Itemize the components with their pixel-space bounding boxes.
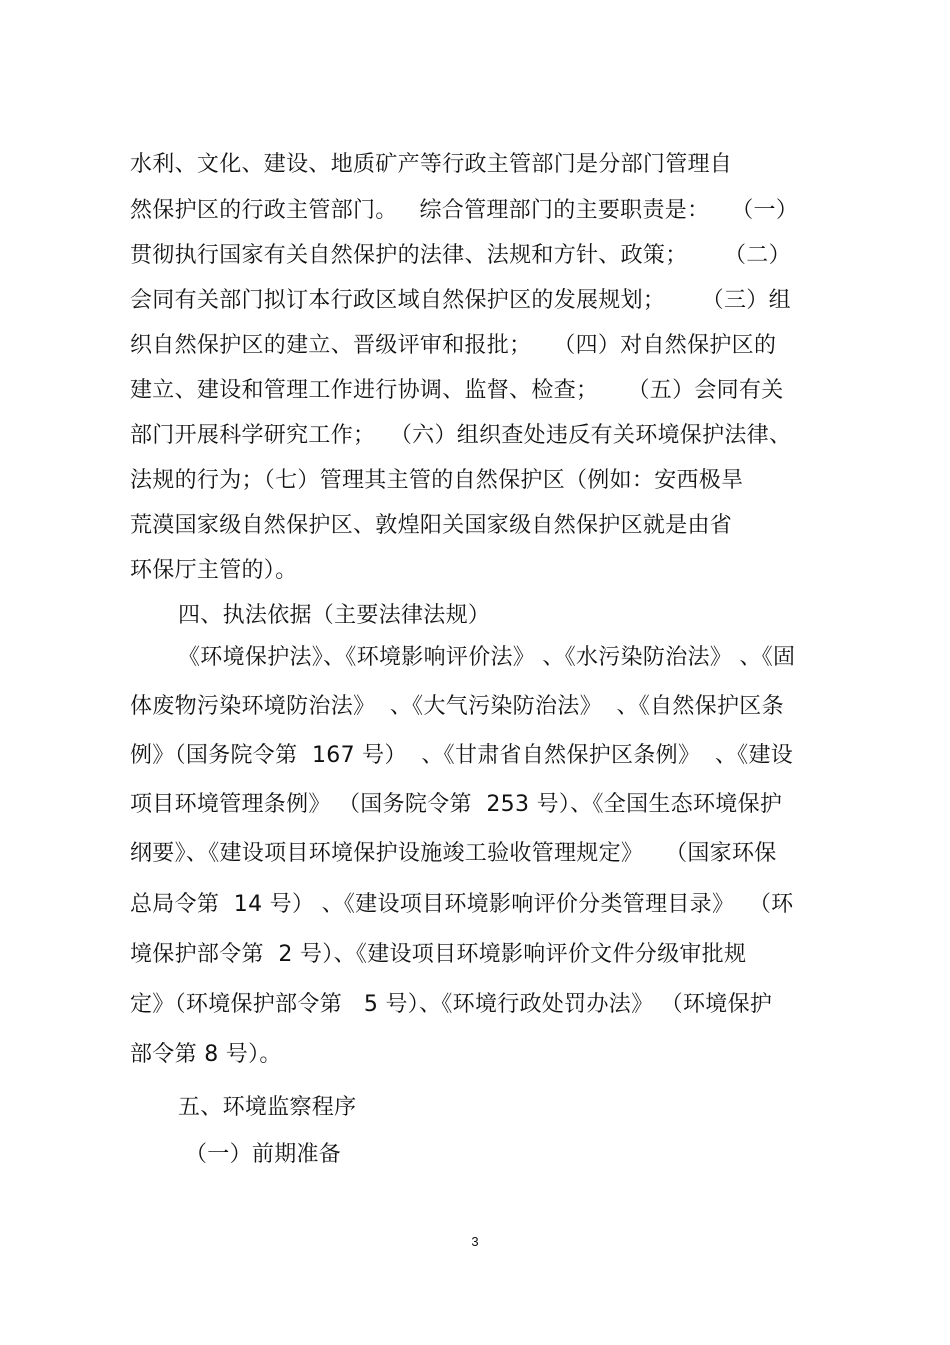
page-number: 3 [471, 1234, 479, 1249]
body-text-line: 部令第 8 号）。 [130, 1042, 282, 1067]
body-text-line: 织自然保护区的建立、晋级评审和报批； （四）对自然保护区的 [130, 333, 777, 358]
body-text-line: 项目环境管理条例》 （国务院令第 253 号）、《全国生态环境保护 [130, 792, 783, 817]
body-text-line: 纲要》、《建设项目环境保护设施竣工验收管理规定》 （国家环保 [130, 841, 777, 866]
body-text-line: 建立、建设和管理工作进行协调、监督、检查； （五）会同有关 [130, 378, 784, 403]
body-text-line: 部门开展科学研究工作； （六）组织查处违反有关环境保护法律、 [130, 423, 792, 448]
section-heading: 四、执法依据（主要法律法规） [178, 603, 491, 628]
body-text-line: 定》（环境保护部令第 5 号）、《环境行政处罚办法》 （环境保护 [130, 992, 773, 1017]
body-text-line: 例》（国务院令第 167 号） 、《甘肃省自然保护区条例》 、《建设 [130, 743, 794, 768]
body-text-line: 体废物污染环境防治法》 、《大气污染防治法》 、《自然保护区条 [130, 694, 784, 719]
body-text-line: 总局令第 14 号） 、《建设项目环境影响评价分类管理目录》 （环 [130, 892, 794, 917]
body-text-line: 境保护部令第 2 号）、《建设项目环境影响评价文件分级审批规 [130, 942, 747, 967]
body-text-line: 会同有关部门拟订本行政区域自然保护区的发展规划； （三）组 [130, 288, 791, 313]
body-text-line: 《环境保护法》、《环境影响评价法》 、《水污染防治法》 、《固 [178, 645, 796, 670]
subsection-heading: （一）前期准备 [185, 1142, 342, 1167]
section-heading: 五、环境监察程序 [178, 1095, 357, 1120]
body-text-line: 环保厅主管的）。 [130, 558, 298, 583]
body-text-line: 法规的行为；（七）管理其主管的自然保护区（例如：安西极旱 [130, 468, 744, 493]
body-text-line: 水利、文化、建设、地质矿产等行政主管部门是分部门管理自 [130, 152, 733, 177]
body-text-line: 然保护区的行政主管部门。 综合管理部门的主要职责是： （一） [130, 198, 799, 223]
body-text-line: 荒漠国家级自然保护区、敦煌阳关国家级自然保护区就是由省 [130, 513, 733, 538]
body-text-line: 贯彻执行国家有关自然保护的法律、法规和方针、政策； （二） [130, 243, 791, 268]
